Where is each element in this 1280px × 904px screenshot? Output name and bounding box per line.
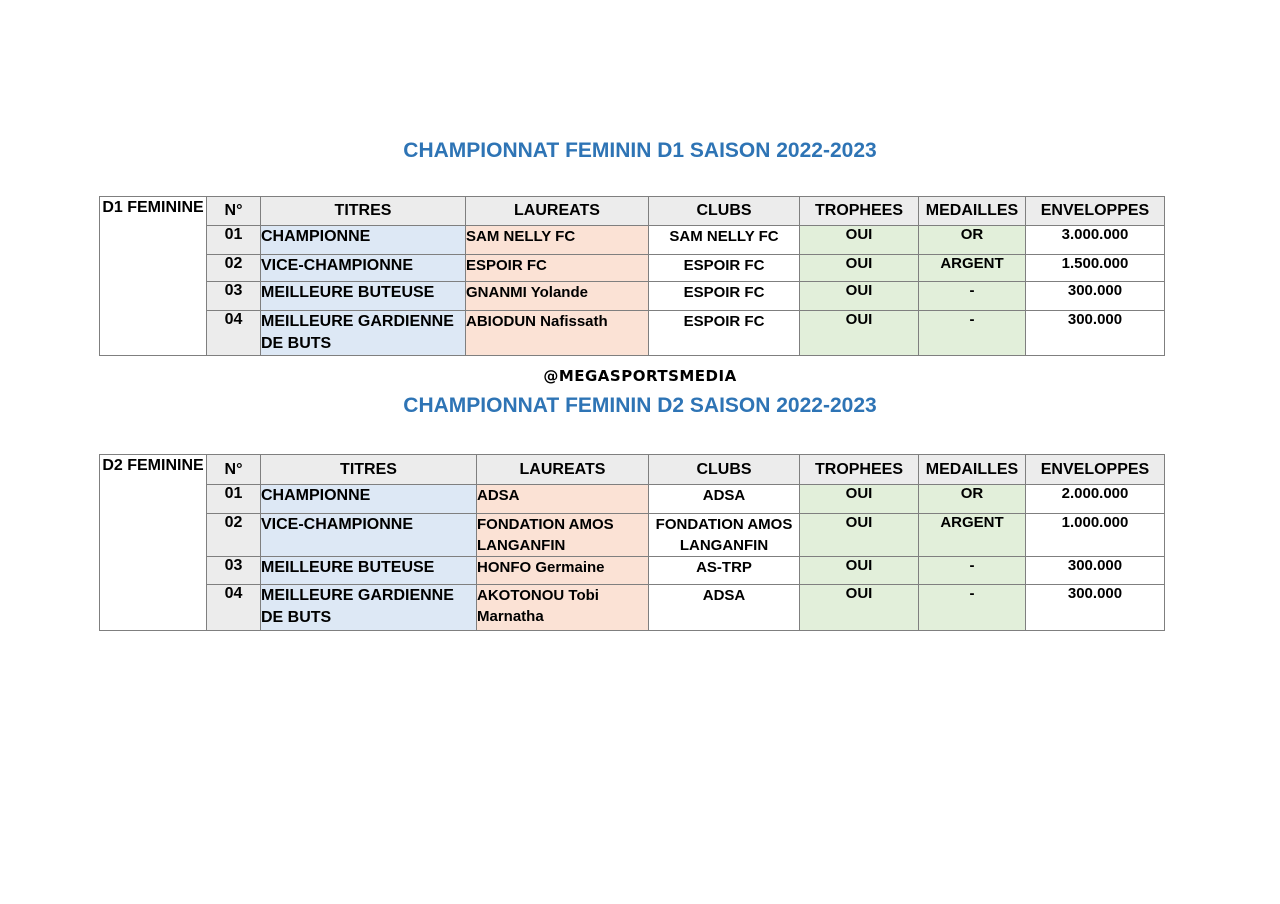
row-laureate: AKOTONOU Tobi Marnatha: [477, 585, 649, 631]
row-club: ESPOIR FC: [649, 282, 800, 311]
table-row: [100, 311, 1165, 356]
row-club: ESPOIR FC: [649, 311, 800, 356]
row-laureate: ABIODUN Nafissath: [466, 311, 649, 356]
header-enveloppes: ENVELOPPES: [1026, 455, 1165, 485]
header-num: N°: [207, 455, 261, 485]
header-titres: TITRES: [261, 455, 477, 485]
header-titres: TITRES: [261, 197, 466, 226]
row-number: 04: [207, 585, 261, 631]
row-medal: -: [919, 282, 1026, 311]
table-row: [100, 485, 1165, 514]
d2-awards-table: [99, 454, 1165, 631]
table-row: [100, 282, 1165, 311]
row-medal: ARGENT: [919, 255, 1026, 282]
row-envelope: 1.500.000: [1026, 255, 1165, 282]
row-laureate: GNANMI Yolande: [466, 282, 649, 311]
header-trophees: TROPHEES: [800, 455, 919, 485]
row-trophy: OUI: [800, 485, 919, 514]
row-title: CHAMPIONNE: [261, 226, 466, 255]
row-envelope: 300.000: [1026, 311, 1165, 356]
d2-title: CHAMPIONNAT FEMININ D2 SAISON 2022-2023: [403, 394, 877, 417]
header-enveloppes: ENVELOPPES: [1026, 197, 1165, 226]
row-laureate: FONDATION AMOS LANGANFIN: [477, 514, 649, 557]
row-trophy: OUI: [800, 585, 919, 631]
row-number: 02: [207, 255, 261, 282]
table-header-row: [100, 197, 1165, 226]
row-club: ESPOIR FC: [649, 255, 800, 282]
row-envelope: 1.000.000: [1026, 514, 1165, 557]
header-clubs: CLUBS: [649, 197, 800, 226]
table-row: [100, 557, 1165, 585]
row-medal: ARGENT: [919, 514, 1026, 557]
row-envelope: 300.000: [1026, 282, 1165, 311]
row-club: AS-TRP: [649, 557, 800, 585]
row-club: FONDATION AMOS LANGANFIN: [649, 514, 800, 557]
row-title: VICE-CHAMPIONNE: [261, 514, 477, 557]
row-envelope: 2.000.000: [1026, 485, 1165, 514]
row-number: 01: [207, 485, 261, 514]
row-medal: OR: [919, 485, 1026, 514]
row-trophy: OUI: [800, 226, 919, 255]
row-club: ADSA: [649, 585, 800, 631]
row-trophy: OUI: [800, 311, 919, 356]
row-medal: -: [919, 585, 1026, 631]
row-club: ADSA: [649, 485, 800, 514]
division-label: D2 FEMININE: [100, 455, 207, 631]
row-trophy: OUI: [800, 514, 919, 557]
table-row: [100, 255, 1165, 282]
row-laureate: HONFO Germaine: [477, 557, 649, 585]
row-title: MEILLEURE GARDIENNE DE BUTS: [261, 585, 477, 631]
row-title: VICE-CHAMPIONNE: [261, 255, 466, 282]
header-laureats: LAUREATS: [466, 197, 649, 226]
row-number: 01: [207, 226, 261, 255]
row-trophy: OUI: [800, 255, 919, 282]
row-title: MEILLEURE GARDIENNE DE BUTS: [261, 311, 466, 356]
row-laureate: ESPOIR FC: [466, 255, 649, 282]
row-number: 02: [207, 514, 261, 557]
row-title: MEILLEURE BUTEUSE: [261, 282, 466, 311]
division-label: D1 FEMININE: [100, 197, 207, 356]
table-row: [100, 585, 1165, 631]
watermark-handle: @MEGASPORTSMEDIA: [543, 367, 737, 385]
row-envelope: 300.000: [1026, 557, 1165, 585]
row-number: 04: [207, 311, 261, 356]
header-num: N°: [207, 197, 261, 226]
table-row: [100, 514, 1165, 557]
d1-title: CHAMPIONNAT FEMININ D1 SAISON 2022-2023: [403, 139, 877, 162]
row-medal: OR: [919, 226, 1026, 255]
row-number: 03: [207, 557, 261, 585]
row-medal: -: [919, 311, 1026, 356]
header-medailles: MEDAILLES: [919, 197, 1026, 226]
row-club: SAM NELLY FC: [649, 226, 800, 255]
header-clubs: CLUBS: [649, 455, 800, 485]
table-header-row: [100, 455, 1165, 485]
row-title: MEILLEURE BUTEUSE: [261, 557, 477, 585]
row-trophy: OUI: [800, 282, 919, 311]
table-row: [100, 226, 1165, 255]
row-laureate: ADSA: [477, 485, 649, 514]
row-medal: -: [919, 557, 1026, 585]
d1-awards-table: [99, 196, 1165, 356]
header-trophees: TROPHEES: [800, 197, 919, 226]
row-trophy: OUI: [800, 557, 919, 585]
row-envelope: 300.000: [1026, 585, 1165, 631]
header-medailles: MEDAILLES: [919, 455, 1026, 485]
row-number: 03: [207, 282, 261, 311]
row-title: CHAMPIONNE: [261, 485, 477, 514]
header-laureats: LAUREATS: [477, 455, 649, 485]
row-laureate: SAM NELLY FC: [466, 226, 649, 255]
row-envelope: 3.000.000: [1026, 226, 1165, 255]
